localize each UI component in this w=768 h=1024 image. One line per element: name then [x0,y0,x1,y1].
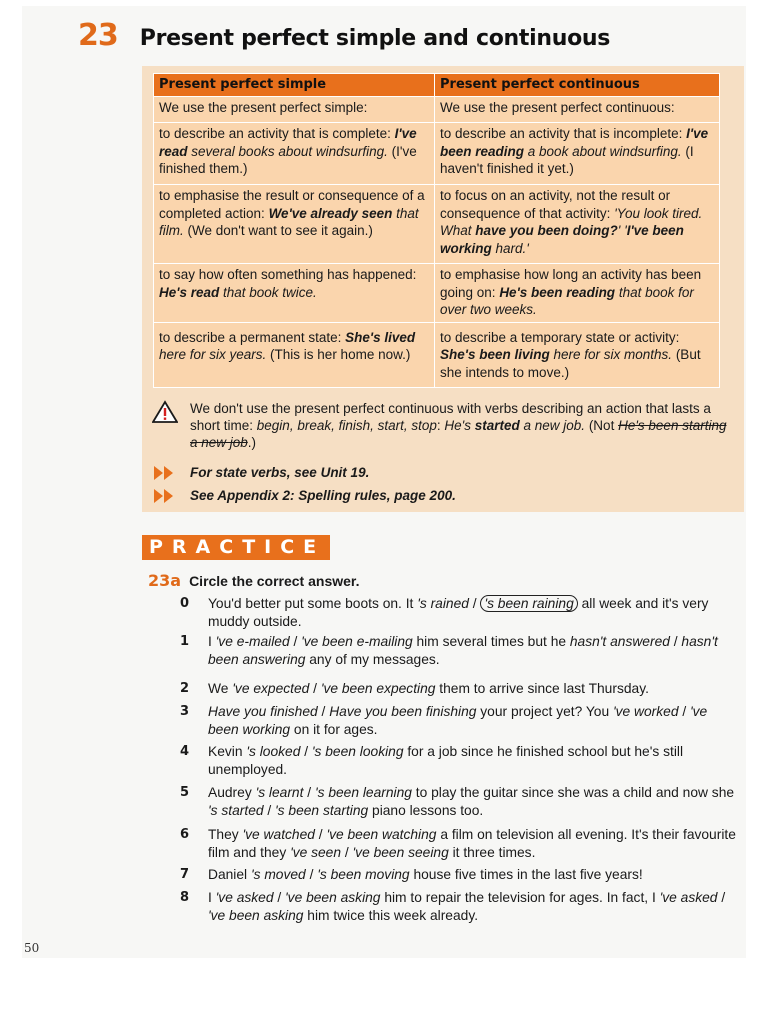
exercise-number: 23a [148,571,182,590]
answer-option[interactable]: 've e-mailed [215,634,290,649]
answer-option[interactable]: 's learnt [255,785,304,800]
practice-banner: PRACTICE [142,535,330,560]
unit-number: 23 [78,18,118,53]
example-text: several books about windsurfing. [187,143,388,159]
answer-option[interactable]: 've watched [242,827,315,842]
example-verb: He's read [159,284,220,300]
exercise-item [180,703,740,738]
sentence-text: him to repair the television for ages. In fact, I [380,890,660,905]
example-text: here for six months. [549,347,673,362]
sentence-text: / [341,844,353,860]
example-verb: have you been doing? [475,223,618,238]
sentence-text: / [468,596,481,611]
sentence-text: him several times but he [412,634,570,649]
item-number: 6 [180,827,190,842]
sentence-text: / [263,802,276,818]
item-number: 0 [180,596,190,611]
item-sentence [208,866,740,884]
warning-note [152,400,732,451]
sentence-text: / [314,827,327,842]
answer-option[interactable]: hasn't answered [569,634,670,649]
cross-ref-spelling [152,487,732,504]
sentence-text: for a job since he finished school but he's still unemployed. [208,744,684,777]
rule-text: to describe an activity that is incomplete: [440,126,683,141]
item-number: 7 [180,867,190,882]
cell-continuous-2 [435,185,720,264]
warning-colon: : [436,418,445,433]
exercise-item [180,866,740,884]
exercise-heading [148,571,359,590]
sentence-text: to play the guitar since she was a child and now she [411,785,735,800]
item-sentence [208,595,740,630]
answer-option[interactable]: 've been asking [208,907,304,923]
answer-option[interactable]: 's started [208,802,264,818]
exercise-item [180,784,740,819]
intro-continuous: We use the present perfect continuous: [435,97,720,123]
answer-option[interactable]: 's moved [250,867,306,882]
cell-simple-1 [154,123,435,185]
sentence-text: piano lessons too. [368,802,484,818]
cell-simple-4 [154,322,435,387]
answer-option[interactable]: 've been e-mailing [301,634,413,649]
exercise-item [180,680,740,698]
example-note: (But she intends to move.) [440,347,701,380]
cell-continuous-4 [435,322,720,387]
sentence-text: / [717,890,726,905]
sentence-text: / [273,890,286,905]
answer-option[interactable]: Have you finished [208,704,318,719]
example-verb: She's lived [345,329,416,345]
sentence-text: a film on television all evening. It's their favourite film and they [208,827,736,860]
cross-ref-text: See Appendix 2: Spelling rules, page 200. [190,488,456,503]
unit-title: Present perfect simple and continuous [139,26,611,51]
item-sentence [208,680,740,698]
sentence-text: They [208,827,243,842]
sentence-text: / [300,744,312,759]
example-text: that book twice. [219,284,317,300]
sentence-text: them to arrive since last Thursday. [435,681,649,696]
answer-option[interactable]: 's been looking [311,744,404,759]
warning-close: .) [247,435,257,450]
double-arrow-icon [152,465,176,481]
exercise-item [180,826,740,861]
example-verb: We've already seen [268,205,393,221]
sentence-text: We [208,681,233,696]
example-text: that book for over two weeks. [440,284,694,317]
warning-example-verb: started [474,418,520,433]
example-note: (I haven't finished it yet.) [440,143,694,176]
item-sentence [208,784,740,819]
example-note: (We don't want to see it again.) [183,223,373,238]
grammar-table [153,73,720,388]
cross-ref-text: For state verbs, see Unit 19. [190,465,370,480]
answer-option[interactable]: 's been learning [314,785,412,800]
sentence-text: any of my messages. [305,651,440,667]
cell-continuous-1 [435,123,720,185]
sentence-text: on it for ages. [290,721,378,737]
item-sentence [208,703,740,738]
rule-text: to emphasise how long an activity has been going on: [440,267,702,300]
unit-header [78,18,610,53]
struck-example: He's been starting a new job [190,418,727,450]
answer-option[interactable]: Have you been finishing [329,704,477,719]
item-number: 8 [180,890,190,905]
exercise-item [180,889,740,924]
sentence-text: I [208,890,216,905]
page-number: 50 [24,941,40,955]
answer-option[interactable]: 've asked [215,890,274,905]
item-sentence [208,826,740,861]
item-sentence [208,889,740,924]
sentence-text: all week and it's very muddy outside. [208,596,709,629]
example-verb: She's been living [440,347,550,362]
sentence-text: I [208,634,216,649]
example-text: 'You look tired. What [440,205,703,238]
rule-text: to describe a temporary state or activity: [440,329,680,345]
grammar-box [142,66,744,512]
rule-text: to focus on an activity, not the result or consequence of that activity: [440,188,671,221]
cell-simple-3 [154,264,435,323]
example-text: here for six years. [159,347,267,362]
example-verb: I've read [159,126,417,159]
sentence-text: / [303,785,315,800]
example-text: a book about windsurfing. [524,143,682,159]
answer-option[interactable]: 've asked [659,890,718,905]
sentence-text: house five times in the last five years! [409,867,643,882]
item-number: 3 [180,704,190,719]
answer-option[interactable]: 've expected [232,681,310,696]
sentence-text: / [289,634,302,649]
sentence-text: / [305,867,318,882]
sentence-text: / [309,681,321,696]
sentence-text: him twice this week already. [303,907,479,923]
exercise-item [180,743,740,778]
warning-not: (Not [585,418,619,433]
warning-verbs: begin, break, finish, start, stop [256,418,437,433]
cell-continuous-3 [435,264,720,323]
warning-text: We don't use the present perfect continuous with verbs describing an action that lasts a short time: [190,401,711,433]
example-text: ' ' [617,223,627,238]
exercise-instruction: Circle the correct answer. [189,573,360,589]
item-number: 2 [180,681,190,696]
sentence-text: Kevin [208,744,247,759]
example-note: (This is her home now.) [266,347,411,362]
sentence-text: / [678,704,690,719]
answer-option[interactable]: 's looked [246,744,301,759]
answer-option[interactable]: 've been expecting [320,681,436,696]
rule-text: to emphasise the result or consequence of a completed action: [159,188,425,221]
example-verb: He's been reading [499,284,616,300]
answer-option[interactable]: 's been starting [275,802,369,818]
exercise-item [180,595,740,630]
answer-option[interactable]: 've worked [612,704,679,719]
answer-option[interactable]: 's rained [417,596,469,611]
item-sentence [208,743,740,778]
item-number: 1 [180,634,190,649]
item-number: 5 [180,785,190,800]
example-verb: I've been working [440,223,684,256]
answer-option[interactable]: hasn't been answering [208,634,718,667]
answer-option[interactable]: 've been working [208,704,708,737]
warning-example: He's [444,418,475,433]
cross-ref-state-verbs [152,464,732,481]
rule-text: to describe a permanent state: [159,329,346,345]
sentence-text: / [669,634,682,649]
exercise-item [180,633,740,668]
sentence-text: Daniel [208,867,251,882]
item-number: 4 [180,744,190,759]
example-text: hard.' [491,240,529,256]
item-sentence [208,633,740,668]
answer-option[interactable]: 've been seeing [352,844,449,860]
rule-text: to describe an activity that is complete: [159,126,391,141]
cell-simple-2 [154,185,435,264]
answer-option[interactable]: 's been moving [317,867,410,882]
answer-option[interactable]: 've been asking [285,890,381,905]
intro-simple: We use the present perfect simple: [154,97,435,123]
warning-icon [152,400,178,424]
sentence-text: / [317,704,330,719]
circled-answer[interactable]: 's been raining [480,595,577,612]
example-text: that film. [159,205,419,238]
header-simple: Present perfect simple [154,74,435,97]
sentence-text: You'd better put some boots on. It [208,596,418,611]
answer-option[interactable]: 've been watching [326,827,437,842]
answer-option[interactable]: 've seen [290,844,342,860]
example-note: (I've finished them.) [159,143,417,176]
header-continuous: Present perfect continuous [435,74,720,97]
sentence-text: Audrey [208,785,256,800]
sentence-text: it three times. [448,844,536,860]
warning-example: a new job. [519,418,586,433]
example-verb: I've been reading [440,126,709,159]
double-arrow-icon [152,488,176,504]
sentence-text: your project yet? You [476,704,613,719]
rule-text: to say how often something has happened: [159,267,417,282]
